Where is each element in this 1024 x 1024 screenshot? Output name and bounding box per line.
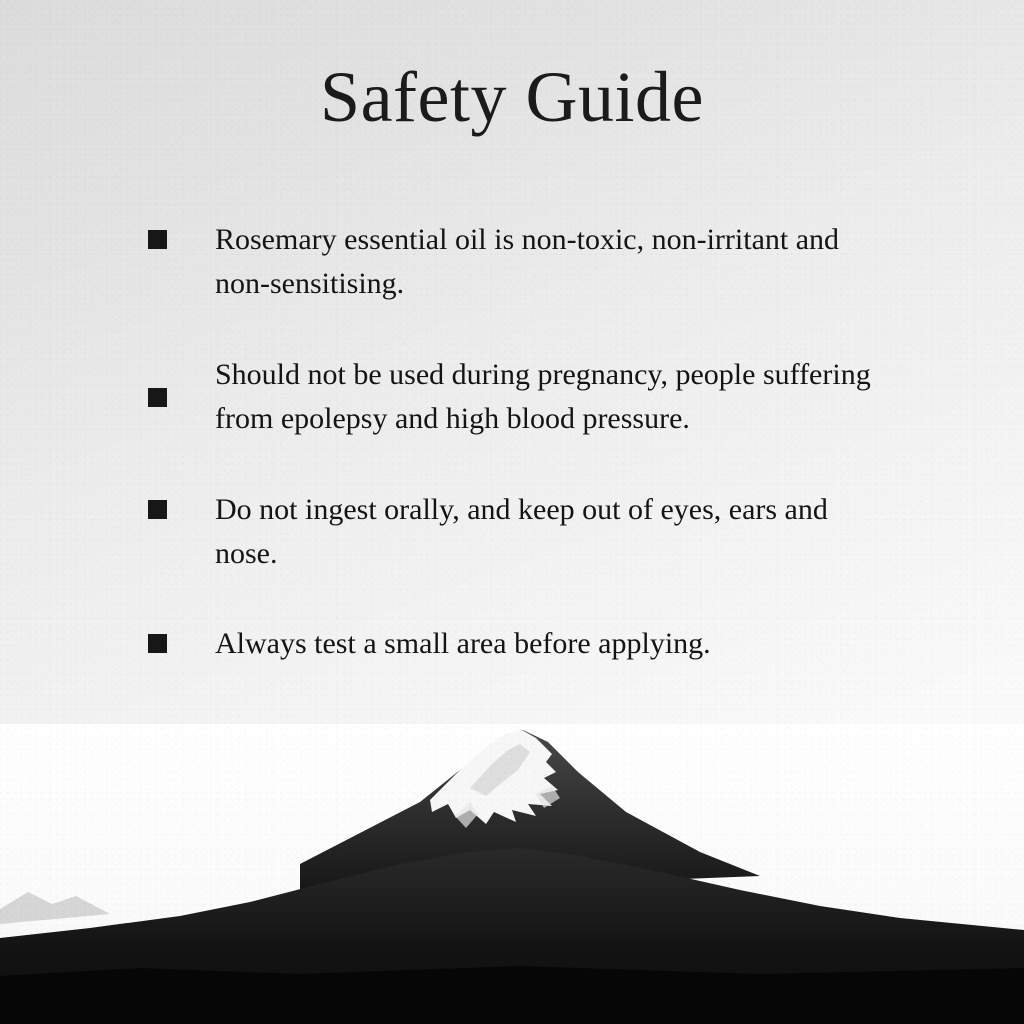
square-bullet-icon [148, 388, 167, 407]
square-bullet-icon [148, 634, 167, 653]
safety-bullet-list [148, 218, 888, 713]
list-item [148, 218, 888, 307]
page-title: Safety Guide [320, 57, 704, 137]
list-item-text: Do not ingest orally, and keep out of eyes, ears and nose. [215, 492, 828, 570]
list-item-text: Should not be used during pregnancy, people suffering from epolepsy and high blood pressure. [215, 357, 871, 436]
square-bullet-icon [148, 500, 167, 519]
snow-capped-mountain-photograph [0, 724, 1024, 1024]
list-item [148, 353, 888, 442]
square-bullet-icon [148, 230, 167, 249]
list-item-text: Always test a small area before applying. [215, 627, 711, 661]
list-item-text: Rosemary essential oil is non-toxic, non-irritant and non-sensitising. [215, 223, 840, 301]
mountain-illustration [0, 724, 1024, 1024]
list-item [148, 488, 888, 577]
list-item [148, 622, 888, 666]
